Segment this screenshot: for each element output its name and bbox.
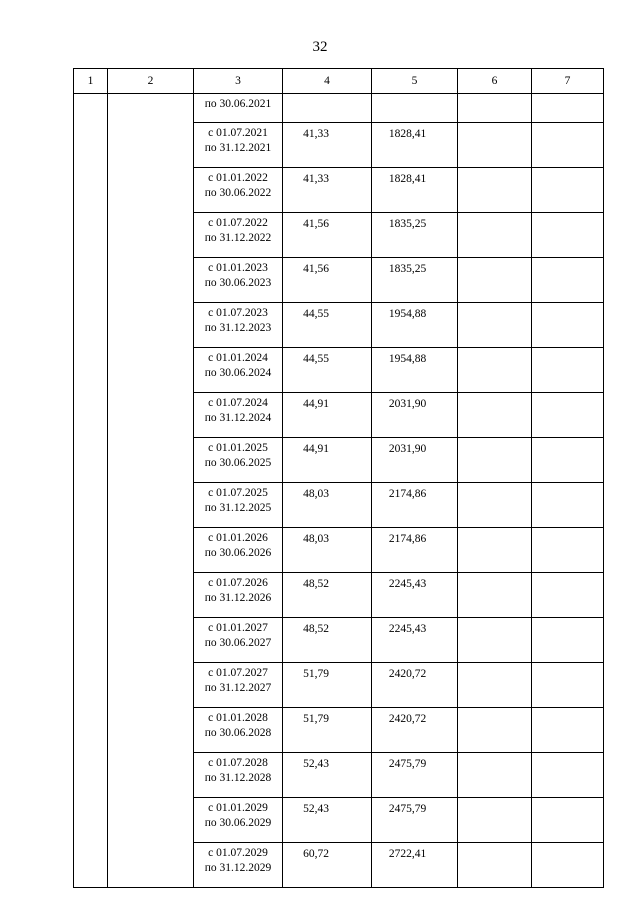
value-cell-col4: 48,03 [283, 528, 372, 573]
value-cell-col4: 41,33 [283, 123, 372, 168]
value-cell-col4: 41,56 [283, 258, 372, 303]
period-to: по 31.12.2028 [204, 772, 272, 784]
column-header: 2 [108, 69, 194, 94]
period-cell [194, 348, 283, 393]
merged-cell-col1 [74, 94, 108, 888]
value-cell-col4 [283, 94, 372, 123]
empty-cell-col6 [458, 528, 532, 573]
period-cell [194, 663, 283, 708]
period-cell [194, 753, 283, 798]
value-cell-col5: 2420,72 [372, 708, 458, 753]
value-cell-col5: 1835,25 [372, 258, 458, 303]
value-cell-col5: 2174,86 [372, 483, 458, 528]
empty-cell-col6 [458, 213, 532, 258]
column-header: 7 [532, 69, 604, 94]
period-from: с 01.07.2024 [208, 397, 268, 409]
value-cell-col5: 2245,43 [372, 618, 458, 663]
empty-cell-col7 [532, 94, 604, 123]
period-from: с 01.07.2025 [208, 487, 268, 499]
period-to: по 31.12.2026 [204, 592, 272, 604]
value-cell-col5: 1954,88 [372, 348, 458, 393]
merged-cell-col2 [108, 94, 194, 888]
table-row [74, 94, 604, 123]
empty-cell-col6 [458, 753, 532, 798]
table-header-row [74, 69, 604, 94]
period-cell [194, 618, 283, 663]
period-cell [194, 168, 283, 213]
period-from: с 01.07.2028 [208, 757, 268, 769]
period-from: с 01.01.2025 [208, 442, 268, 454]
period-cell [194, 843, 283, 888]
period-from: с 01.07.2023 [208, 307, 268, 319]
empty-cell-col6 [458, 258, 532, 303]
period-to: по 31.12.2029 [204, 862, 272, 874]
period-cell [194, 258, 283, 303]
value-cell-col4: 60,72 [283, 843, 372, 888]
empty-cell-col7 [532, 663, 604, 708]
value-cell-col5: 2722,41 [372, 843, 458, 888]
value-cell-col4: 48,03 [283, 483, 372, 528]
empty-cell-col6 [458, 168, 532, 213]
empty-cell-col6 [458, 573, 532, 618]
period-cell [194, 573, 283, 618]
period-from: с 01.07.2027 [208, 667, 268, 679]
value-cell-col4: 48,52 [283, 573, 372, 618]
empty-cell-col7 [532, 123, 604, 168]
value-cell-col4: 44,91 [283, 393, 372, 438]
empty-cell-col7 [532, 438, 604, 483]
value-cell-col4: 51,79 [283, 663, 372, 708]
column-header: 6 [458, 69, 532, 94]
value-cell-col4: 44,91 [283, 438, 372, 483]
period-to: по 30.06.2022 [204, 187, 272, 199]
value-cell-col4: 41,56 [283, 213, 372, 258]
period-to: по 30.06.2026 [204, 547, 272, 559]
column-header: 5 [372, 69, 458, 94]
empty-cell-col6 [458, 483, 532, 528]
period-from: с 01.01.2029 [208, 802, 268, 814]
period-from: с 01.01.2028 [208, 712, 268, 724]
value-cell-col4: 48,52 [283, 618, 372, 663]
empty-cell-col6 [458, 663, 532, 708]
value-cell-col5: 2420,72 [372, 663, 458, 708]
empty-cell-col7 [532, 393, 604, 438]
empty-cell-col7 [532, 213, 604, 258]
value-cell-col5: 1835,25 [372, 213, 458, 258]
empty-cell-col7 [532, 303, 604, 348]
period-from: с 01.07.2026 [208, 577, 268, 589]
period-cell [194, 94, 283, 123]
value-cell-col5: 2031,90 [372, 438, 458, 483]
empty-cell-col7 [532, 798, 604, 843]
table-body [74, 69, 604, 888]
empty-cell-col7 [532, 708, 604, 753]
value-cell-col5: 2475,79 [372, 798, 458, 843]
period-to: по 30.06.2027 [204, 637, 272, 649]
column-header: 3 [194, 69, 283, 94]
period-from: с 01.01.2022 [208, 172, 268, 184]
empty-cell-col7 [532, 573, 604, 618]
empty-cell-col7 [532, 528, 604, 573]
empty-cell-col7 [532, 618, 604, 663]
empty-cell-col7 [532, 168, 604, 213]
period-from: с 01.01.2024 [208, 352, 268, 364]
value-cell-col5: 1828,41 [372, 123, 458, 168]
value-cell-col4: 51,79 [283, 708, 372, 753]
value-cell-col5: 1954,88 [372, 303, 458, 348]
period-cell [194, 528, 283, 573]
page-number: 32 [312, 39, 328, 55]
period-to: по 31.12.2022 [204, 232, 272, 244]
value-cell-col4: 41,33 [283, 168, 372, 213]
period-to: по 30.06.2025 [204, 457, 272, 469]
column-header: 1 [74, 69, 108, 94]
empty-cell-col6 [458, 708, 532, 753]
period-cell [194, 123, 283, 168]
empty-cell-col7 [532, 258, 604, 303]
period-cell [194, 393, 283, 438]
empty-cell-col6 [458, 618, 532, 663]
period-from: с 01.07.2021 [208, 127, 268, 139]
period-cell [194, 303, 283, 348]
empty-cell-col7 [532, 483, 604, 528]
empty-cell-col7 [532, 348, 604, 393]
period-from: с 01.07.2022 [208, 217, 268, 229]
value-cell-col5: 2031,90 [372, 393, 458, 438]
period-cell [194, 708, 283, 753]
value-cell-col5: 2174,86 [372, 528, 458, 573]
period-cell [194, 213, 283, 258]
period-to: по 30.06.2024 [204, 367, 272, 379]
value-cell-col4: 44,55 [283, 348, 372, 393]
empty-cell-col6 [458, 303, 532, 348]
value-cell-col5: 2245,43 [372, 573, 458, 618]
period-to: по 30.06.2023 [204, 277, 272, 289]
period-to: по 31.12.2025 [204, 502, 272, 514]
value-cell-col5: 1828,41 [372, 168, 458, 213]
value-cell-col4: 52,43 [283, 798, 372, 843]
period-to: по 31.12.2021 [204, 142, 272, 154]
column-header: 4 [283, 69, 372, 94]
period-cell [194, 483, 283, 528]
period-from: с 01.01.2023 [208, 262, 268, 274]
period-from: с 01.01.2027 [208, 622, 268, 634]
value-cell-col5: 2475,79 [372, 753, 458, 798]
period-to: по 30.06.2029 [204, 817, 272, 829]
value-cell-col5 [372, 94, 458, 123]
period-cell [194, 798, 283, 843]
period-to: по 31.12.2027 [204, 682, 272, 694]
empty-cell-col6 [458, 798, 532, 843]
empty-cell-col7 [532, 843, 604, 888]
empty-cell-col6 [458, 843, 532, 888]
period-to: по 30.06.2028 [204, 727, 272, 739]
value-cell-col4: 44,55 [283, 303, 372, 348]
period-to: по 31.12.2023 [204, 322, 272, 334]
period-to: по 31.12.2024 [204, 412, 272, 424]
tariff-table [73, 68, 604, 888]
period-to: по 30.06.2021 [204, 98, 272, 110]
period-from: с 01.07.2029 [208, 847, 268, 859]
empty-cell-col6 [458, 348, 532, 393]
empty-cell-col6 [458, 393, 532, 438]
period-cell [194, 438, 283, 483]
empty-cell-col6 [458, 123, 532, 168]
period-from: с 01.01.2026 [208, 532, 268, 544]
value-cell-col4: 52,43 [283, 753, 372, 798]
empty-cell-col7 [532, 753, 604, 798]
empty-cell-col6 [458, 94, 532, 123]
empty-cell-col6 [458, 438, 532, 483]
